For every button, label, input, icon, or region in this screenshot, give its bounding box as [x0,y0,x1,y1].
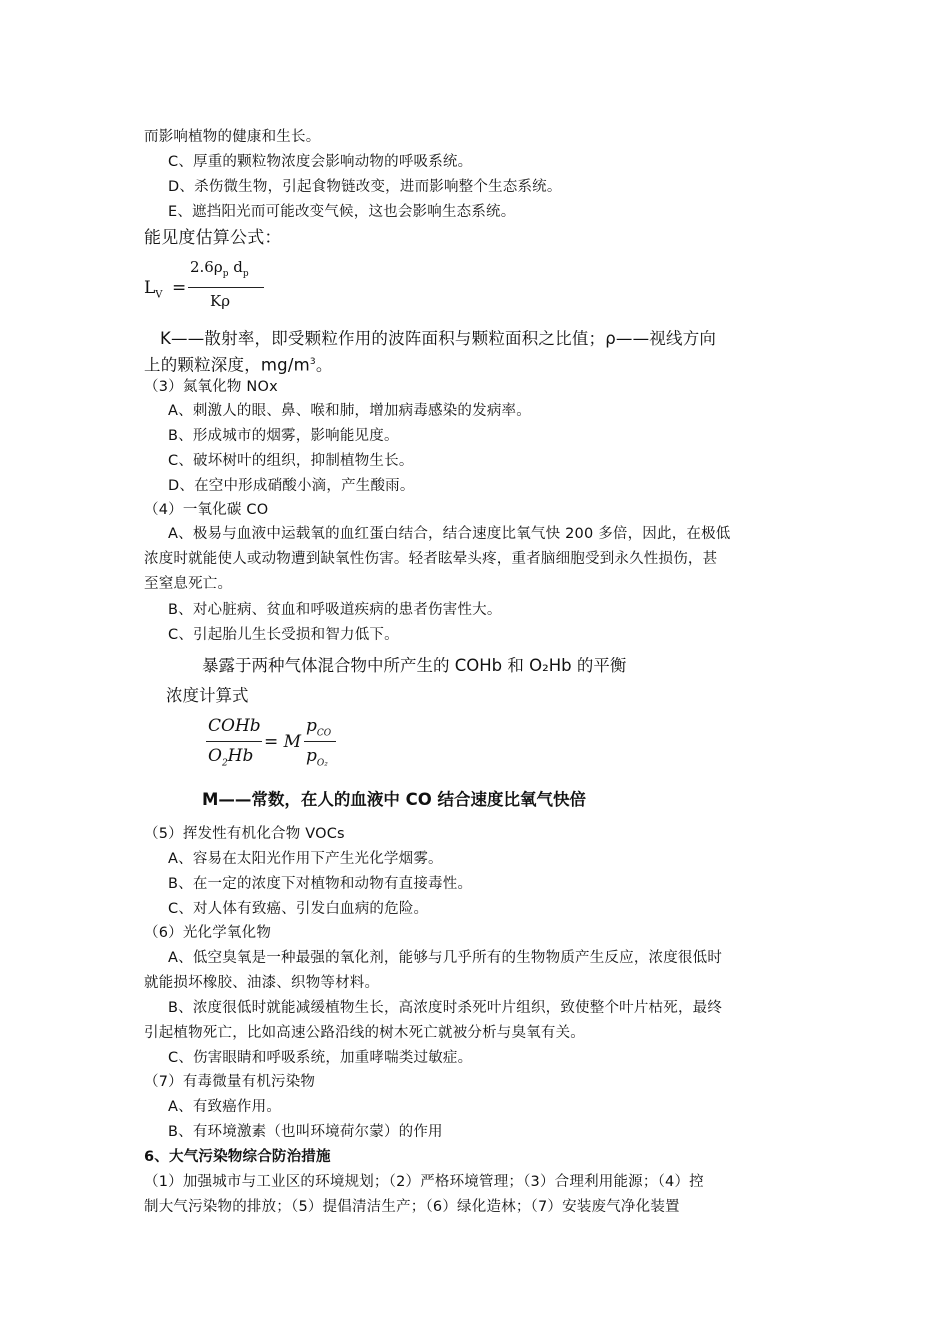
co-formula-denominator-end: Hb [227,746,254,766]
list-item: A、刺激人的眼、鼻、喉和肺，增加病毒感染的发病率。 [168,403,531,419]
co-formula-equals: = M [264,732,302,752]
co-formula-denominator-sub: 2 [221,758,228,769]
definition-text: 上的颗粒深度，mg/m [144,355,310,375]
paragraph-line: 制大气污染物的排放；（5）提倡清洁生产；（6）绿化造林；（7）安装废气净化装置 [144,1199,680,1215]
co-formula-pden-sub: O₂ [316,758,328,769]
paragraph-line: 浓度时就能使人或动物遭到缺氧性伤害。轻者眩晕头疼，重者脑细胞受到永久性损伤，甚 [144,551,718,567]
section-title: （6）光化学氧化物 [144,925,272,941]
section-title: （4）一氧化碳 CO [144,502,269,518]
list-item: C、对人体有致癌、引发白血病的危险。 [168,901,429,917]
section-title: （7）有毒微量有机污染物 [144,1074,316,1090]
list-item: A、极易与血液中运载氧的血红蛋白结合，结合速度比氧气快 200 多倍，因此，在极低 [168,526,731,542]
definition-end: 。 [315,355,333,375]
co-formula [204,716,344,776]
formula-denominator: Kρ [210,292,231,310]
co-formula-numerator: COHb [208,716,261,736]
list-item: A、有致癌作用。 [168,1099,282,1115]
paragraph-line: （1）加强城市与工业区的环境规划；（2）严格环境管理；（3）合理利用能源；（4）控 [144,1174,704,1190]
co-formula-pnum-sub: CO [316,728,332,739]
list-item: E、遮挡阳光而可能改变气候，这也会影响生态系统。 [168,204,516,220]
definition-line [144,350,812,378]
list-item: D、杀伤微生物，引起食物链改变，进而影响整个生态系统。 [168,179,562,195]
fraction-bar [188,287,264,288]
list-item: B、在一定的浓度下对植物和动物有直接毒性。 [168,876,473,892]
paragraph-line: 引起植物死亡，比如高速公路沿线的树木死亡就被分析与臭氧有关。 [144,1025,585,1041]
formula-numerator-sub2: p [242,269,249,279]
list-item: C、引起胎儿生长受损和智力低下。 [168,627,399,643]
list-item: A、容易在太阳光作用下产生光化学烟雾。 [168,851,443,867]
formula-numerator-sub: p [222,269,229,279]
formula-lhs: L [144,278,156,298]
formula-lhs-sub: V [155,289,163,301]
list-item: B、有环境激素（也叫环境荷尔蒙）的作用 [168,1124,443,1140]
list-item: D、在空中形成硝酸小滴，产生酸雨。 [168,478,415,494]
co-formula-pden: p [306,746,317,766]
list-item: C、破坏树叶的组织，抑制植物生长。 [168,453,414,469]
list-item: C、厚重的颗粒物浓度会影响动物的呼吸系统。 [168,154,473,170]
superscript: 3 [309,357,316,367]
section-heading: 6、大气污染物综合防治措施 [144,1149,331,1165]
paragraph-line: 就能损坏橡胶、油漆、织物等材料。 [144,975,380,991]
visibility-formula [142,258,272,316]
co-image-line: 暴露于两种气体混合物中所产生的 COHb 和 O₂Hb 的平衡 [202,656,627,675]
definition-line: K——散射率，即受颗粒作用的波阵面积与颗粒面积之比值；ρ——视线方向 [160,329,717,348]
fraction-bar [206,741,262,742]
formula-equals: = [172,278,187,298]
visibility-heading: 能见度估算公式： [144,228,282,248]
co-image-line: 浓度计算式 [166,686,249,705]
list-item: B、形成城市的烟雾，影响能见度。 [168,428,399,444]
formula-numerator: 2.6ρ [190,258,223,276]
list-item: B、对心脏病、贫血和呼吸道疾病的患者伤害性大。 [168,602,502,618]
paragraph-line: 而影响植物的健康和生长。 [144,129,321,145]
paragraph-line: 至窒息死亡。 [144,576,233,592]
list-item: A、低空臭氧是一种最强的氧化剂，能够与几乎所有的生物物质产生反应，浓度很低时 [168,950,723,966]
section-title: （3）氮氧化物 NOx [144,379,278,395]
formula-numerator-d: d [233,258,243,276]
co-formula-denominator: O [208,746,222,766]
section-title: （5）挥发性有机化合物 VOCs [144,826,345,842]
fraction-bar [304,741,336,742]
list-item: B、浓度很低时就能减缓植物生长，高浓度时杀死叶片组织，致使整个叶片枯死，最终 [168,1000,723,1016]
co-formula-pnum: p [306,716,317,736]
co-image-line: M——常数，在人的血液中 CO 结合速度比氧气快倍 [202,790,587,809]
list-item: C、伤害眼睛和呼吸系统，加重哮喘类过敏症。 [168,1050,473,1066]
